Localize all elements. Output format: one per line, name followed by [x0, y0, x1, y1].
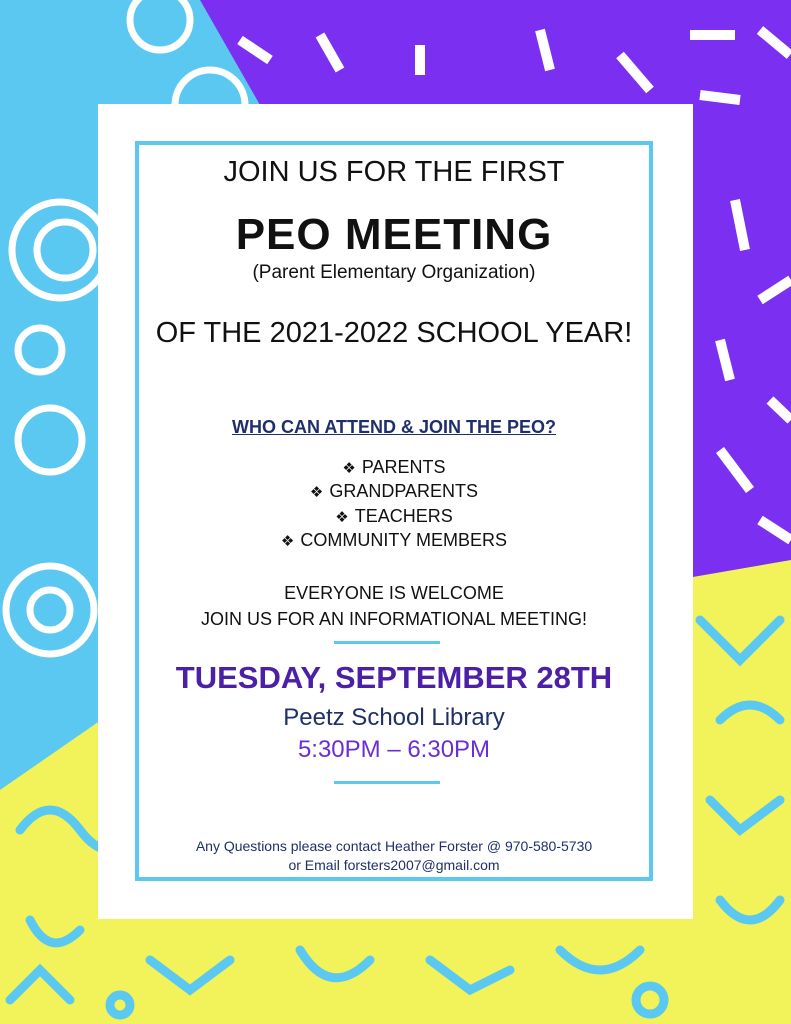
diamond-bullet-icon: ❖	[280, 533, 295, 550]
meeting-title: PEO MEETING	[235, 210, 553, 259]
contact-email-line: or Email forsters2007@gmail.com	[288, 857, 500, 873]
divider-top	[334, 641, 440, 644]
diamond-bullet-icon: ❖	[342, 460, 356, 477]
intro-text: JOIN US FOR THE FIRST	[223, 156, 565, 188]
diamond-bullet-icon: ❖	[335, 509, 349, 526]
bullet-item: ❖ COMMUNITY MEMBERS	[280, 530, 508, 550]
invite-text: JOIN US FOR AN INFORMATIONAL MEETING!	[200, 609, 588, 629]
welcome-text: EVERYONE IS WELCOME	[284, 583, 504, 603]
contact-line: Any Questions please contact Heather Forster @ 970-580-5730	[195, 838, 593, 854]
diamond-bullet-icon: ❖	[309, 484, 324, 501]
meeting-date: TUESDAY, SEPTEMBER 28TH	[175, 660, 613, 695]
who-can-attend-heading: WHO CAN ATTEND & JOIN THE PEO?	[232, 417, 556, 437]
bullet-item: ❖ TEACHERS	[335, 506, 453, 526]
school-year-text: OF THE 2021-2022 SCHOOL YEAR!	[155, 317, 633, 349]
meeting-time: 5:30PM – 6:30PM	[297, 736, 491, 763]
bullet-item: ❖ PARENTS	[342, 457, 446, 477]
meeting-location: Peetz School Library	[283, 704, 505, 731]
bullet-item: ❖ GRANDPARENTS	[309, 481, 479, 501]
divider-bottom	[334, 781, 440, 784]
organization-subtitle: (Parent Elementary Organization)	[252, 262, 536, 283]
